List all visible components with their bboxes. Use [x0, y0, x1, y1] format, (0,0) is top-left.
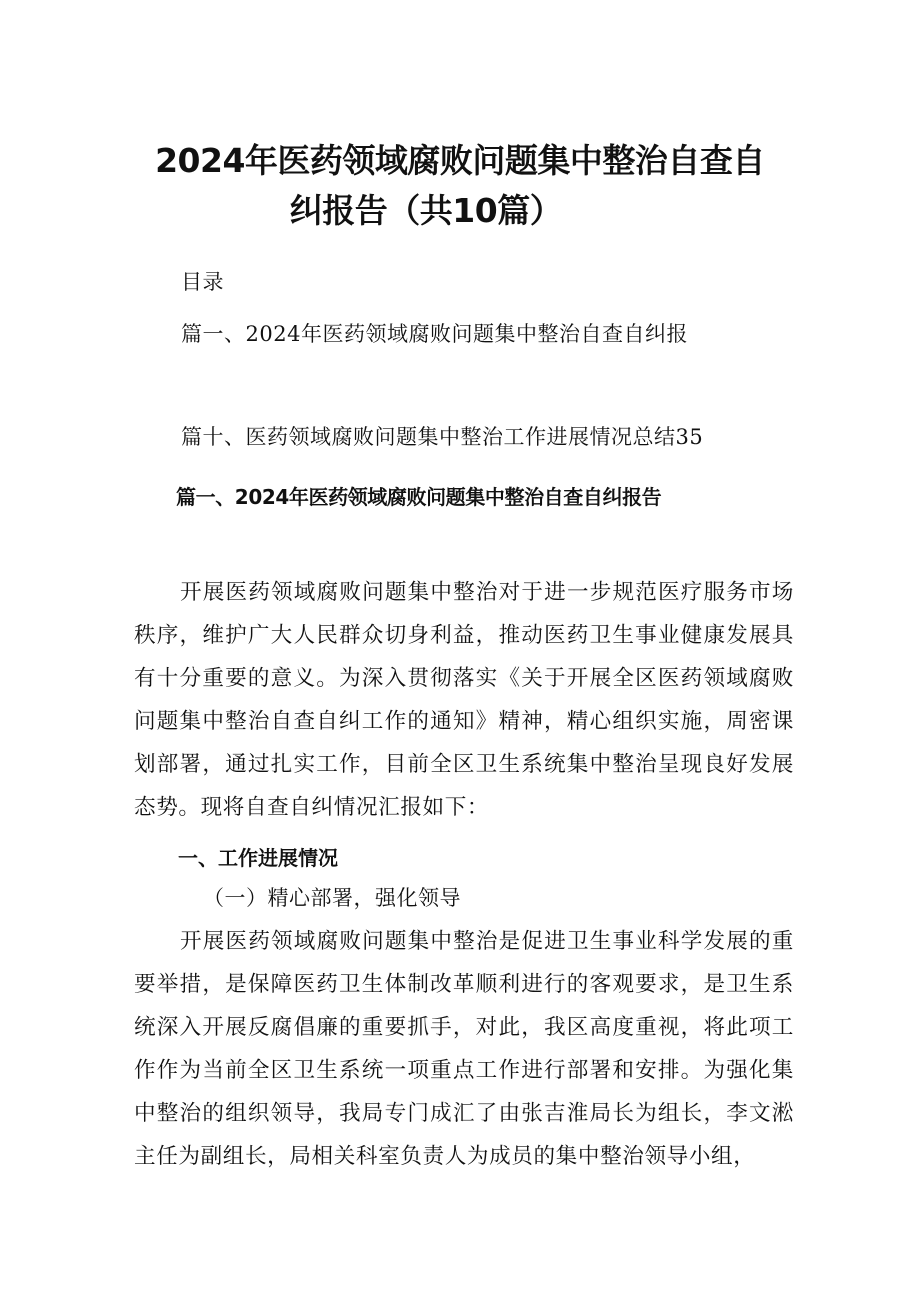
toc-label: 目录	[181, 270, 224, 294]
heading-work-progress: 一、工作进展情况	[178, 846, 338, 870]
paragraph-deployment: 开展医药领域腐败问题集中整治是促进卫生事业科学发展的重要举措，是保障医药卫生体制改革顺利进行的客观要求，是卫生系统深入开展反腐倡廉的重要抓手，对此，我区高度重视，将此项工作作为当前全区卫生系统一项重点工作进行部署和安排。为强化集中整治的组织领导，我局专门成汇了由张吉淮局长为组长，李文淞主任为副组长，局相关科室负责人为成员的集中整治领导小组，	[134, 929, 794, 1169]
subheading-deployment: （一）精心部署，强化领导	[203, 886, 461, 910]
toc-item-10[interactable]: 篇十、医药领域腐败问题集中整治工作进展情况总结35	[181, 425, 704, 449]
document-title-line-2: 纠报告（共10篇）	[289, 191, 563, 230]
document-title-line-1: 2024年医药领域腐败问题集中整治自查自	[155, 141, 765, 180]
section-heading: 篇一、2024年医药领域腐败问题集中整治自查自纠报告	[176, 485, 662, 509]
paragraph-intro: 开展医药领域腐败问题集中整治对于进一步规范医疗服务市场秩序，维护广大人民群众切身利益，推动医药卫生事业健康发展具有十分重要的意义。为深入贯彻落实《关于开展全区医药领域腐败问题集中整治自查自纠工作的通知》精神，精心组织实施，周密课划部署，通过扎实工作，目前全区卫生系统集中整治呈现良好发展态势。现将自查自纠情况汇报如下：	[134, 580, 794, 820]
toc-item-1[interactable]: 篇一、2024年医药领域腐败问题集中整治自查自纠报	[181, 322, 688, 346]
